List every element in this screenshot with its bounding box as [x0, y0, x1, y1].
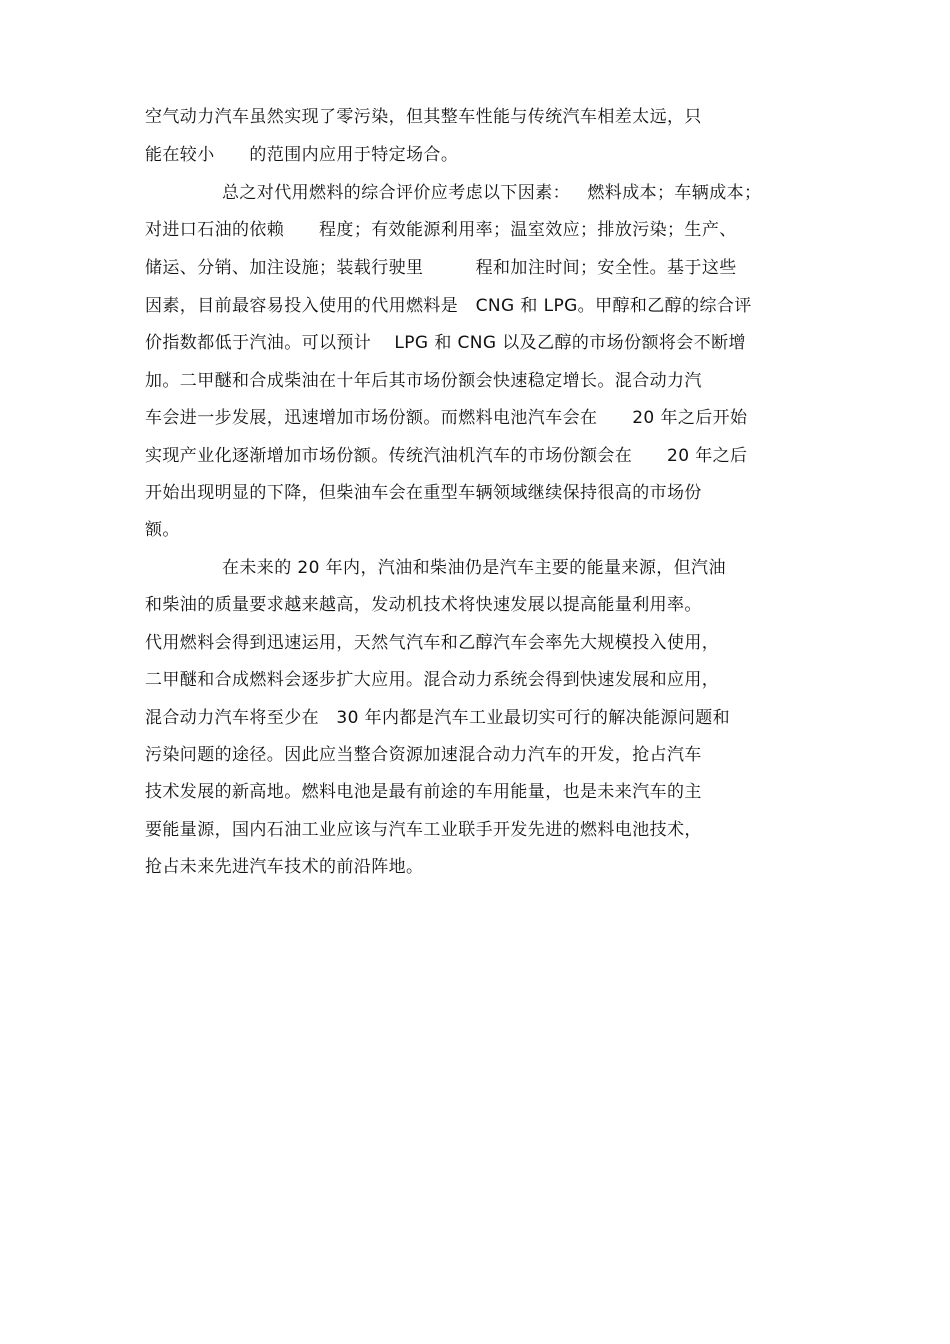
text-line: 抢占未来先进汽车技术的前沿阵地。 — [145, 857, 424, 877]
text-line: 因素，目前最容易投入使用的代用燃料是 CNG 和 LPG。甲醇和乙醇的综合评 — [145, 296, 752, 316]
paragraph-start-line: 总之对代用燃料的综合评价应考虑以下因素： 燃料成本；车辆成本； — [222, 183, 762, 203]
text-line: 代用燃料会得到迅速运用，天然气汽车和乙醇汽车会率先大规模投入使用， — [145, 633, 720, 653]
text-line: 储运、分销、加注设施；装载行驶里 程和加注时间；安全性。基于这些 — [145, 258, 737, 278]
text-line: 和柴油的质量要求越来越高，发动机技术将快速发展以提高能量利用率。 — [145, 595, 702, 615]
text-line: 开始出现明显的下降，但柴油车会在重型车辆领域继续保持很高的市场份 — [145, 483, 702, 503]
paragraph-start-line: 在未来的 20 年内，汽油和柴油仍是汽车主要的能量来源，但汽油 — [222, 558, 726, 578]
text-line: 能在较小 的范围内应用于特定场合。 — [145, 145, 459, 165]
text-line: 额。 — [145, 520, 180, 540]
text-line: 混合动力汽车将至少在 30 年内都是汽车工业最切实可行的解决能源问题和 — [145, 708, 731, 728]
text-line: 对进口石油的依赖 程度；有效能源利用率；温室效应；排放污染；生产、 — [145, 220, 737, 240]
text-line: 污染问题的途径。因此应当整合资源加速混合动力汽车的开发，抢占汽车 — [145, 745, 702, 765]
text-line: 空气动力汽车虽然实现了零污染，但其整车性能与传统汽车相差太远，只 — [145, 107, 702, 127]
text-line: 车会进一步发展，迅速增加市场份额。而燃料电池汽车会在 20 年之后开始 — [145, 408, 748, 428]
text-line: 加。二甲醚和合成柴油在十年后其市场份额会快速稳定增长。混合动力汽 — [145, 371, 702, 391]
text-line: 要能量源，国内石油工业应该与汽车工业联手开发先进的燃料电池技术， — [145, 820, 702, 840]
text-line: 价指数都低于汽油。可以预计 LPG 和 CNG 以及乙醇的市场份额将会不断增 — [145, 333, 746, 353]
text-line: 二甲醚和合成燃料会逐步扩大应用。混合动力系统会得到快速发展和应用， — [145, 670, 720, 690]
text-line: 实现产业化逐渐增加市场份额。传统汽油机汽车的市场份额会在 20 年之后 — [145, 446, 748, 466]
text-line: 技术发展的新高地。燃料电池是最有前途的车用能量，也是未来汽车的主 — [145, 782, 702, 802]
